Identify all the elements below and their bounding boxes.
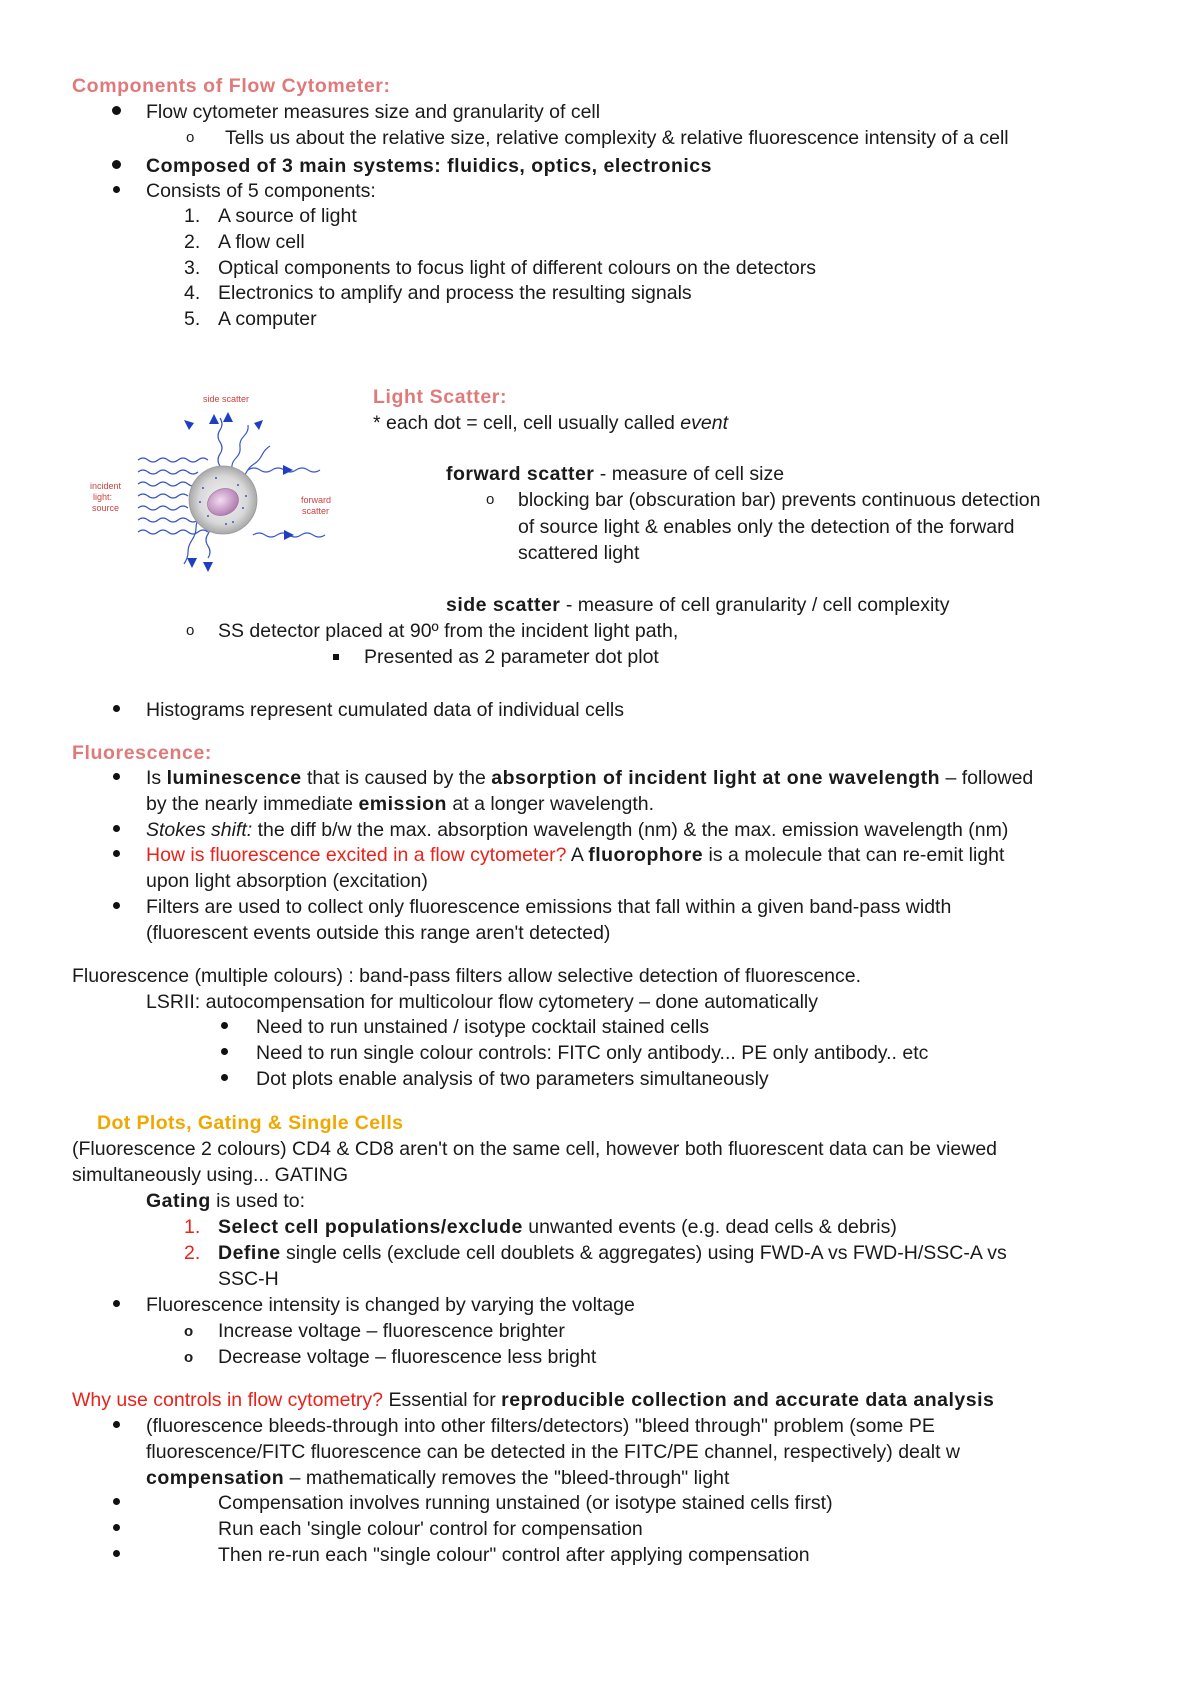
bold-text: Select cell populations/exclude: [218, 1216, 523, 1238]
controls-question: [72, 1388, 994, 1412]
bullet-text: [146, 766, 1033, 790]
paragraph: Fluorescence (multiple colours) : band-pass filters allow selective detection of fluorescence.: [72, 965, 862, 987]
list-item-cont: SSC-H: [218, 1268, 279, 1290]
note-text: * each dot = cell, cell usually called: [373, 412, 681, 434]
list-item: [218, 1241, 1007, 1265]
list-item: A source of light: [218, 205, 357, 227]
bullet-text-cont: [146, 1466, 729, 1490]
circle-bullet-icon: o: [486, 491, 495, 508]
bullet-text: Run each 'single colour' control for compensation: [218, 1518, 643, 1540]
bullet-text: Histograms represent cumulated data of individual cells: [146, 699, 624, 721]
bullet-icon: [113, 773, 120, 780]
bullet-icon: [113, 1498, 120, 1505]
bullet-icon: [221, 1074, 228, 1081]
bullet-icon: [113, 1550, 120, 1557]
bullet-icon: [221, 1022, 228, 1029]
question-text: Why use controls in flow cytometry?: [72, 1389, 384, 1411]
bullet-icon: [113, 825, 120, 832]
circle-bullet-icon: o: [184, 1349, 194, 1366]
bullet-text-cont: (fluorescent events outside this range aren't detected): [146, 922, 611, 944]
bullet-icon: [113, 1524, 120, 1531]
sub-bullet-text: Tells us about the relative size, relative complexity & relative fluorescence intensity of a cell: [225, 127, 1009, 149]
diagram-label-side-scatter: side scatter: [203, 394, 250, 404]
sub-bullet-text: of source light & enables only the detection of the forward: [518, 516, 1015, 538]
sub-sub-bullet-text: Presented as 2 parameter dot plot: [364, 646, 659, 668]
list-number: 3.: [184, 257, 201, 279]
sub-bullet-text: SS detector placed at 90º from the incident light path,: [218, 620, 679, 642]
list-item: A computer: [218, 308, 317, 330]
bullet-text: (fluorescence bleeds-through into other filters/detectors) "bleed through" problem (some PE: [146, 1415, 935, 1437]
list-number: 1.: [184, 205, 201, 227]
bullet-text-cont: [146, 792, 654, 816]
bullet-text: Fluorescence intensity is changed by varying the voltage: [146, 1294, 635, 1316]
bullet-icon: [113, 186, 120, 193]
bullet-icon: [221, 1048, 228, 1055]
bullet-text: Filters are used to collect only fluorescence emissions that fall within a given band-pass width: [146, 896, 952, 918]
text: the diff b/w the max. absorption wavelength (nm) & the max. emission wavelength (nm): [252, 819, 1009, 841]
bullet-text: Dot plots enable analysis of two parameters simultaneously: [256, 1068, 769, 1090]
sub-bullet-text: Increase voltage – fluorescence brighter: [218, 1320, 565, 1342]
bullet-text: Consists of 5 components:: [146, 180, 376, 202]
paragraph: LSRII: autocompensation for multicolour flow cytometery – done automatically: [146, 991, 818, 1013]
bullet-text-cont: fluorescence/FITC fluorescence can be detected in the FITC/PE channel, respectively) dealt w: [146, 1441, 960, 1463]
term-definition: - measure of cell granularity / cell complexity: [560, 594, 950, 616]
text: – mathematically removes the "bleed-through" light: [284, 1467, 730, 1489]
list-number: 4.: [184, 282, 201, 304]
circle-bullet-icon: o: [184, 1323, 194, 1340]
list-item: Electronics to amplify and process the resulting signals: [218, 282, 692, 304]
bullet-icon: [112, 160, 121, 169]
bullet-icon: [112, 106, 121, 115]
circle-bullet-icon: o: [186, 129, 195, 146]
bullet-text-bold: Composed of 3 main systems: fluidics, optics, electronics: [146, 155, 712, 177]
sub-bullet-text: scattered light: [518, 542, 640, 564]
section-heading-fluorescence: Fluorescence:: [72, 742, 213, 764]
sub-bullet-text: blocking bar (obscuration bar) prevents continuous detection: [518, 489, 1041, 511]
section-heading-components: Components of Flow Cytometer:: [72, 75, 391, 97]
bullet-text-cont: upon light absorption (excitation): [146, 870, 428, 892]
text: at a longer wavelength.: [446, 793, 655, 815]
list-number: 2.: [184, 231, 201, 253]
text: unwanted events (e.g. dead cells & debris): [522, 1216, 897, 1238]
bullet-text: Need to run unstained / isotype cocktail stained cells: [256, 1016, 710, 1038]
text: single cells (exclude cell doublets & aggregates) using FWD-A vs FWD-H/SSC-A vs: [280, 1242, 1007, 1264]
bullet-icon: [113, 1300, 120, 1307]
bold-text: fluorophore: [588, 844, 704, 866]
paragraph: (Fluorescence 2 colours) CD4 & CD8 aren't on the same cell, however both fluorescent data can be viewed: [72, 1138, 998, 1160]
text: Is: [146, 767, 167, 789]
bold-text: luminescence: [166, 767, 302, 789]
list-item: [218, 1215, 897, 1239]
side-scatter-line: [446, 593, 949, 617]
forward-scatter-line: [446, 462, 784, 486]
italic-text: Stokes shift:: [146, 819, 253, 841]
diagram-label-incident: incident: [90, 481, 122, 491]
list-item: Optical components to focus light of different colours on the detectors: [218, 257, 816, 279]
diagram-label-forward: forward: [301, 495, 332, 505]
bullet-text: [146, 843, 1004, 867]
bullet-icon: [113, 902, 120, 909]
square-bullet-icon: [333, 654, 339, 660]
text: that is caused by the: [301, 767, 492, 789]
text: is a molecule that can re-emit light: [703, 844, 1005, 866]
bullet-text: Need to run single colour controls: FITC only antibody... PE only antibody.. etc: [256, 1042, 929, 1064]
bullet-icon: [113, 850, 120, 857]
term-side-scatter: side scatter: [446, 594, 561, 616]
bullet-text: Flow cytometer measures size and granularity of cell: [146, 101, 601, 123]
sub-bullet-text: Decrease voltage – fluorescence less bright: [218, 1346, 597, 1368]
list-number: 5.: [184, 308, 201, 330]
bold-text: absorption of incident light at one wavelength: [491, 767, 941, 789]
list-number: 2.: [184, 1242, 201, 1264]
text: – followed: [940, 767, 1034, 789]
light-scatter-note: [373, 411, 728, 435]
section-heading-light-scatter: Light Scatter:: [373, 386, 508, 408]
bullet-text: [146, 818, 1008, 842]
diagram-label-scatter: scatter: [302, 506, 330, 516]
text: Essential for: [383, 1389, 502, 1411]
note-italic: event: [680, 412, 728, 434]
gating-intro: [146, 1189, 305, 1213]
bold-text: Gating: [146, 1190, 211, 1212]
text: A: [566, 844, 589, 866]
diagram-label-source: source: [92, 503, 120, 513]
bullet-icon: [113, 705, 120, 712]
text: is used to:: [210, 1190, 306, 1212]
circle-bullet-icon: o: [186, 622, 195, 639]
bold-text: Define: [218, 1242, 281, 1264]
paragraph: simultaneously using... GATING: [72, 1164, 348, 1186]
question-text: How is fluorescence excited in a flow cytometer?: [146, 844, 567, 866]
bullet-text: Compensation involves running unstained (or isotype stained cells first): [218, 1492, 833, 1514]
diagram-label-light: light:: [93, 492, 113, 502]
bullet-icon: [113, 1421, 120, 1428]
text: by the nearly immediate: [146, 793, 359, 815]
bold-text: emission: [358, 793, 447, 815]
term-forward-scatter: forward scatter: [446, 463, 595, 485]
bold-text: reproducible collection and accurate data analysis: [501, 1389, 995, 1411]
list-item: A flow cell: [218, 231, 305, 253]
bold-text: compensation: [146, 1467, 285, 1489]
light-scatter-diagram: [88, 390, 338, 590]
section-heading-dot-plots: Dot Plots, Gating & Single Cells: [97, 1112, 404, 1134]
bullet-text: Then re-run each "single colour" control after applying compensation: [218, 1544, 810, 1566]
list-number: 1.: [184, 1216, 201, 1238]
term-definition: - measure of cell size: [594, 463, 785, 485]
